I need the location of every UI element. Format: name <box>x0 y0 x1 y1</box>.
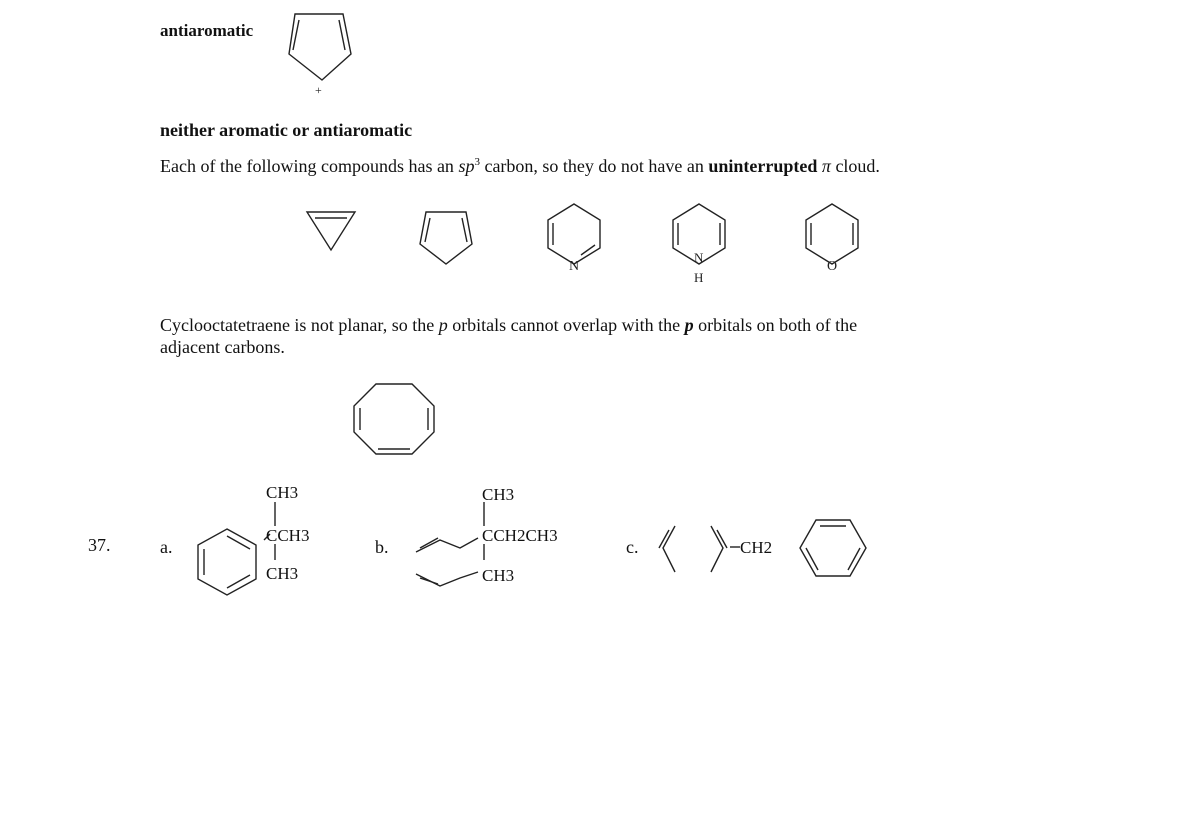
part-b-label: b. <box>375 537 389 557</box>
cyclopropene-structure <box>305 208 357 254</box>
part-b-center-group: CCH2CH3 <box>482 526 558 545</box>
part-a-top-group: CH3 <box>266 483 299 502</box>
nh-nitrogen-atom: N <box>694 250 704 265</box>
part-b-top-group: CH3 <box>482 485 515 504</box>
pyran-structure <box>803 200 863 280</box>
cyclopentadienyl-cation-structure <box>285 10 355 100</box>
part-a-benzene-ring <box>192 525 262 599</box>
cyclopentadiene-structure <box>418 208 474 268</box>
part-c-cyclopentadiene-ring <box>655 520 735 580</box>
part-b-bottom-group: CH3 <box>482 566 515 585</box>
oxygen-atom: O <box>827 259 838 274</box>
cation-charge: + <box>315 83 322 97</box>
dihydropyridine-structure <box>545 200 605 280</box>
nitrogen-atom: N <box>569 259 580 274</box>
neither-heading: neither aromatic or antiaromatic <box>160 120 413 140</box>
problem-number: 37. <box>88 535 111 555</box>
part-a-label: a. <box>160 537 173 557</box>
n-h-dihydropyridine-structure <box>670 200 730 286</box>
part-c-benzene-ring <box>798 516 868 580</box>
part-c-linker: CH2 <box>740 538 773 557</box>
part-c-linker-bond <box>728 540 742 554</box>
cyclooctatetraene-structure <box>350 380 440 458</box>
neither-explanation: Each of the following compounds has an $sp^3$ carbon, so they do not have an uninterrupted π cloud. <box>160 156 880 176</box>
part-c-label: c. <box>626 537 639 557</box>
cot-explanation: Cyclooctatetraene is not planar, so the p orbitals cannot overlap with the p orbitals on both of the adjacent carbons. <box>160 315 858 357</box>
part-a-bottom-group: CH3 <box>266 564 299 583</box>
nh-hydrogen-atom: H <box>694 270 704 285</box>
antiaromatic-label: antiaromatic <box>160 21 254 40</box>
part-a-center-group: CCH3 <box>266 526 310 545</box>
